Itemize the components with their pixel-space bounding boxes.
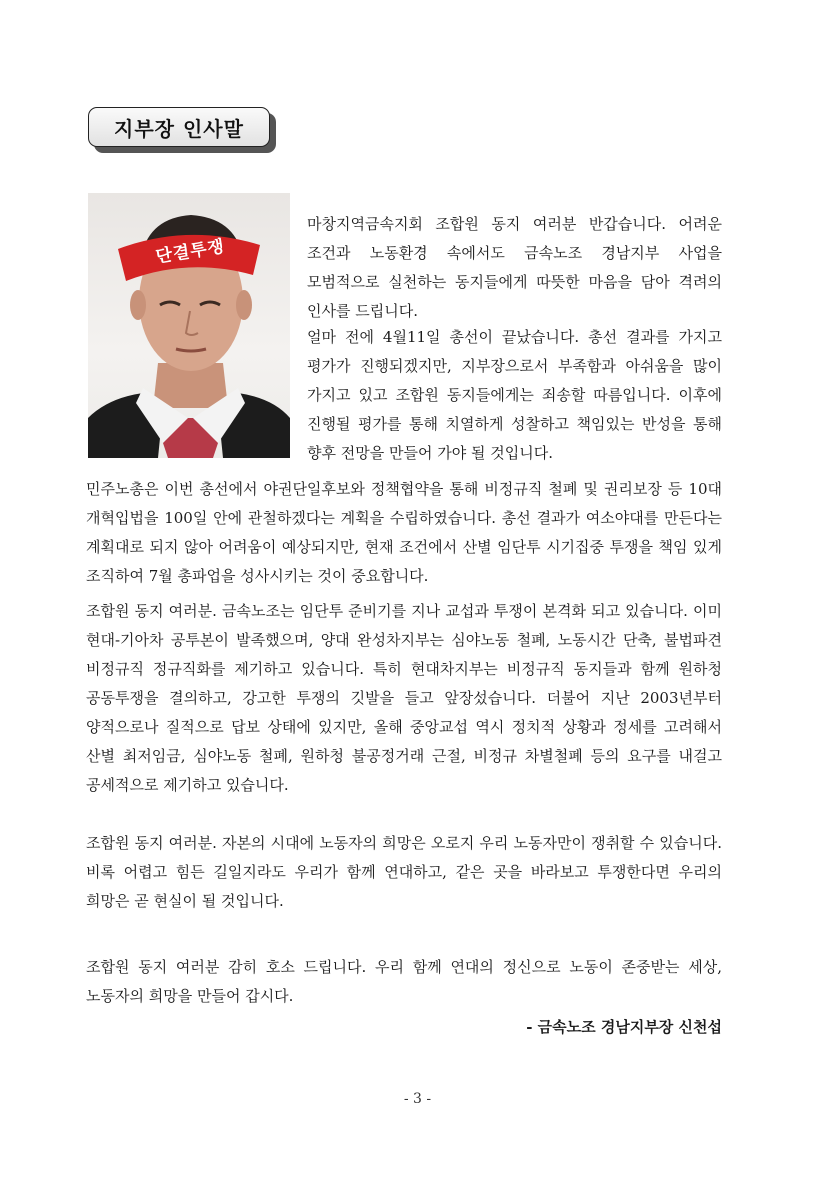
appeal-paragraph: 조합원 동지 여러분 감히 호소 드립니다. 우리 함께 연대의 정신으로 노동이 존중받는 세상, 노동자의 희망을 만들어 갑시다. — [86, 958, 722, 1005]
hope-paragraph: 조합원 동지 여러분. 자본의 시대에 노동자의 희망은 오로지 우리 노동자만이 쟁취할 수 있습니다. 비록 어렵고 힘든 길일지라도 우리가 함께 연대하고, 같은 곳을 바라보고 투쟁한다면 우리의 희망은 곧 현실이 될 것입니다. — [86, 834, 722, 910]
page-number: - 3 - — [403, 1091, 432, 1107]
election-paragraph: 얼마 전에 4월11일 총선이 끝났습니다. 총선 결과를 가지고 평가가 진행되겠지만, 지부장으로서 부족함과 아쉬움을 많이 가지고 있고 조합원 동지들에게는 죄송할 따름입니다. 이후에 진행될 평가를 통해 치열하게 성찰하고 책임있는 반성을 통해 향후 전망을 만들어 가야 될 것입니다. — [307, 328, 722, 462]
kctu-paragraph: 민주노총은 이번 총선에서 야권단일후보와 정책협약을 통해 비정규직 철폐 및 권리보장 등 10대 개혁입법을 100일 안에 관철하겠다는 계획을 수립하였습니다. 총선 결과가 여소야대를 만든다는 계획대로 되지 않아 어려움이 예상되지만, 현재 조건에서 산별 임단투 시기집중 투쟁을 책임 있게 조직하여 7월 총파업을 성사시키는 것이 중요합니다. — [86, 480, 722, 585]
signature: - 금속노조 경남지부장 신천섭 — [526, 1018, 722, 1036]
section-title-box — [88, 107, 276, 155]
greeting-paragraph: 마창지역금속지회 조합원 동지 여러분 반갑습니다. 어려운 조건과 노동환경 속에서도 금속노조 경남지부 사업을 모범적으로 실천하는 동지들에게 따뜻한 마음을 담아 격려의 인사를 드립니다. — [307, 215, 722, 320]
metal-union-paragraph: 조합원 동지 여러분. 금속노조는 임단투 준비기를 지나 교섭과 투쟁이 본격화 되고 있습니다. 이미 현대-기아차 공투본이 발족했으며, 양대 완성차지부는 심야노동 철폐, 노동시간 단축, 불법파견 비정규직 정규직화를 제기하고 있습니다. 특히 현대차지부는 비정규직 동지들과 함께 원하청 공동투쟁을 결의하고, 강고한 투쟁의 깃발을 들고 앞장섰습니다. 더불어 지난 2003년부터 양적으로나 질적으로 답보 상태에 있지만, 올해 중앙교섭 역시 정치적 상황과 정세를 고려해서 산별 최저임금, 심야노동 철폐, 원하청 불공정거래 근절, 비정규 차별철폐 등의 요구를 내걸고 공세적으로 제기하고 있습니다. — [86, 602, 722, 794]
headband-text: 단결투쟁 — [154, 236, 227, 268]
section-title: 지부장 인사말 — [88, 107, 270, 147]
author-photo — [88, 193, 290, 458]
portrait-illustration — [88, 193, 290, 458]
